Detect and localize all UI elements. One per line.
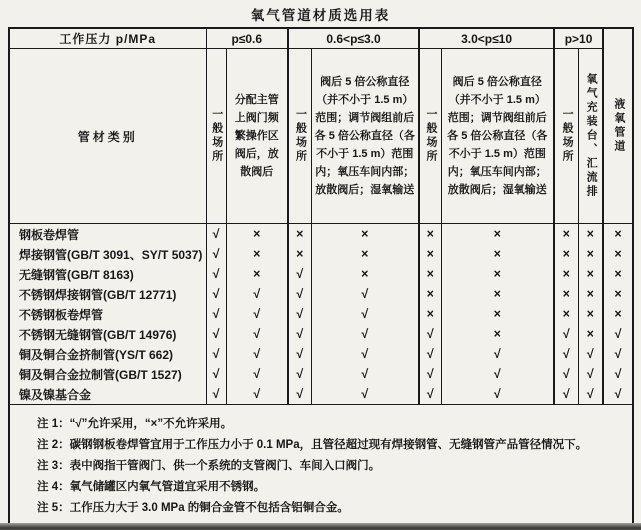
permission-cell: √	[603, 344, 633, 364]
permission-cell: ×	[441, 244, 554, 264]
pressure-group-0-label: p≤0.6	[206, 28, 288, 49]
permission-cell: ×	[554, 244, 578, 264]
permission-cell: ×	[419, 264, 441, 284]
notes-section	[9, 405, 633, 530]
permission-cell: √	[226, 304, 288, 324]
material-name: 镍及镍基合金	[9, 384, 206, 405]
permission-cell: √	[206, 344, 226, 364]
material-name: 焊接钢管(GB/T 3091、SY/T 5037)	[9, 244, 206, 264]
permission-cell: √	[288, 364, 311, 384]
note-line-5: 注 5：工作压力大于 3.0 MPa 的铜合金管不包括含铝铜合金。	[37, 502, 349, 514]
permission-cell: ×	[311, 224, 419, 245]
permission-cell: √	[288, 264, 311, 284]
permission-cell: √	[288, 384, 311, 405]
permission-cell: √	[578, 384, 603, 405]
valve-zone-header-1: 阀后 5 倍公称直径（并不小于 1.5 m）范围；调节阀组前后各 5 倍公称直径（各不小于 1.5 m）范围内；氧压车间内部；放散阀后；湿氧输送	[311, 49, 419, 224]
note-line-4: 注 4：氧气储罐区内氧气管道宜采用不锈钢。	[37, 481, 266, 493]
permission-cell: ×	[578, 264, 603, 284]
permission-cell: ×	[578, 304, 603, 324]
permission-cell: √	[226, 364, 288, 384]
permission-cell: √	[226, 284, 288, 304]
permission-cell: ×	[441, 264, 554, 284]
permission-cell: ×	[603, 304, 633, 324]
permission-cell: √	[311, 304, 419, 324]
permission-cell: √	[206, 224, 226, 245]
working-pressure-header: 工作压力 p/MPa	[9, 28, 206, 49]
scan-bottom-edge	[0, 523, 641, 530]
valve-zone-header-0: 分配主管上阀门频繁操作区阀后，放散阀后	[226, 49, 288, 224]
permission-cell: √	[311, 344, 419, 364]
permission-cell: √	[441, 344, 554, 364]
material-selection-table	[8, 27, 634, 530]
permission-cell: √	[311, 364, 419, 384]
table-row	[9, 384, 633, 405]
table-row	[9, 244, 633, 264]
filling-manifold-header	[578, 49, 603, 224]
permission-cell: ×	[441, 304, 554, 324]
permission-cell: √	[419, 324, 441, 344]
permission-cell: √	[603, 364, 633, 384]
permission-cell: √	[288, 344, 311, 364]
note-line-2: 注 2：碳钢钢板卷焊管宜用于工作压力小于 0.1 MPa，且管径超过现有焊接钢管、无缝钢管产品管径情况下。	[37, 439, 588, 451]
material-name: 不锈钢板卷焊管	[9, 304, 206, 324]
permission-cell: √	[578, 364, 603, 384]
page-title: 氧气管道材质选用表	[250, 8, 391, 23]
table-row	[9, 264, 633, 284]
material-name: 铜及铜合金挤制管(YS/T 662)	[9, 344, 206, 364]
permission-cell: ×	[578, 284, 603, 304]
permission-cell: √	[419, 344, 441, 364]
valve-zone-header-2: 阀后 5 倍公称直径（并不小于 1.5 m）范围；调节阀组前后各 5 倍公称直径（各不小于 1.5 m）范围内；氧压车间内部；放散阀后；湿氧输送	[441, 49, 554, 224]
location-header-row	[9, 49, 633, 224]
general-site-header-0	[206, 49, 226, 224]
notes-row	[9, 405, 633, 530]
permission-cell: ×	[226, 224, 288, 245]
material-name: 不锈钢焊接钢管(GB/T 12771)	[9, 284, 206, 304]
table-row	[9, 324, 633, 344]
permission-cell: ×	[419, 304, 441, 324]
permission-cell: √	[226, 344, 288, 364]
permission-cell: √	[441, 384, 554, 405]
permission-cell: √	[419, 364, 441, 384]
material-name: 不锈钢无缝钢管(GB/T 14976)	[9, 324, 206, 344]
table-row	[9, 304, 633, 324]
material-rows	[9, 224, 633, 405]
pressure-group-1-label: 0.6<p≤3.0	[288, 28, 419, 49]
permission-cell: √	[578, 344, 603, 364]
permission-cell: √	[206, 304, 226, 324]
permission-cell: √	[206, 264, 226, 284]
liquid-oxygen-column-header	[603, 28, 633, 224]
permission-cell: ×	[288, 224, 311, 245]
permission-cell: √	[288, 284, 311, 304]
note-line-1: 注 1：“√”允许采用，“×”不允许采用。	[37, 418, 233, 430]
permission-cell: ×	[554, 284, 578, 304]
permission-cell: √	[226, 384, 288, 405]
permission-cell: ×	[441, 224, 554, 245]
permission-cell: ×	[441, 324, 554, 344]
permission-cell: √	[311, 384, 419, 405]
general-site-header-2	[419, 49, 441, 224]
permission-cell: ×	[311, 244, 419, 264]
permission-cell: √	[311, 284, 419, 304]
material-name: 无缝钢管(GB/T 8163)	[9, 264, 206, 284]
permission-cell: ×	[288, 244, 311, 264]
table-row	[9, 224, 633, 245]
filling-manifold-label: 氧气充装台、汇流排	[585, 73, 598, 199]
material-name: 铜及铜合金拉制管(GB/T 1527)	[9, 364, 206, 384]
pressure-header-row	[9, 28, 633, 49]
permission-cell: √	[554, 384, 578, 405]
permission-cell: √	[226, 324, 288, 344]
permission-cell: ×	[554, 224, 578, 245]
pressure-group-2-label: 3.0<p≤10	[419, 28, 554, 49]
permission-cell: ×	[311, 264, 419, 284]
permission-cell: √	[603, 384, 633, 405]
permission-cell: ×	[603, 224, 633, 245]
permission-cell: √	[603, 324, 633, 344]
permission-cell: √	[419, 384, 441, 405]
material-name: 钢板卷焊管	[9, 224, 206, 245]
permission-cell: ×	[578, 324, 603, 344]
permission-cell: ×	[578, 224, 603, 245]
permission-cell: ×	[603, 284, 633, 304]
general-site-label: 一般场所	[210, 108, 223, 164]
general-site-header-1	[288, 49, 311, 224]
permission-cell: √	[206, 364, 226, 384]
permission-cell: √	[206, 244, 226, 264]
general-site-label: 一般场所	[561, 108, 574, 164]
permission-cell: ×	[441, 284, 554, 304]
permission-cell: ×	[419, 284, 441, 304]
general-site-header-3	[554, 49, 578, 224]
table-row	[9, 364, 633, 384]
table-row	[9, 344, 633, 364]
pressure-group-3-label: p>10	[554, 28, 603, 49]
permission-cell: ×	[226, 264, 288, 284]
permission-cell: √	[311, 324, 419, 344]
permission-cell: ×	[226, 244, 288, 264]
permission-cell: √	[206, 284, 226, 304]
material-category-header: 管材类别	[9, 49, 206, 224]
general-site-label: 一般场所	[425, 108, 438, 164]
permission-cell: √	[206, 324, 226, 344]
permission-cell: √	[554, 324, 578, 344]
liquid-oxygen-label: 液氧管道	[612, 98, 625, 154]
permission-cell: √	[288, 324, 311, 344]
permission-cell: √	[554, 364, 578, 384]
permission-cell: √	[206, 384, 226, 405]
general-site-label: 一般场所	[294, 108, 307, 164]
permission-cell: ×	[578, 244, 603, 264]
permission-cell: √	[288, 304, 311, 324]
permission-cell: ×	[419, 224, 441, 245]
permission-cell: √	[441, 364, 554, 384]
permission-cell: ×	[554, 264, 578, 284]
permission-cell: ×	[603, 264, 633, 284]
note-line-3: 注 3：表中阀指干管阀门、供一个系统的支管阀门、车间入口阀门。	[37, 460, 381, 472]
permission-cell: ×	[603, 244, 633, 264]
permission-cell: √	[554, 344, 578, 364]
permission-cell: ×	[419, 244, 441, 264]
permission-cell: ×	[554, 304, 578, 324]
table-row	[9, 284, 633, 304]
